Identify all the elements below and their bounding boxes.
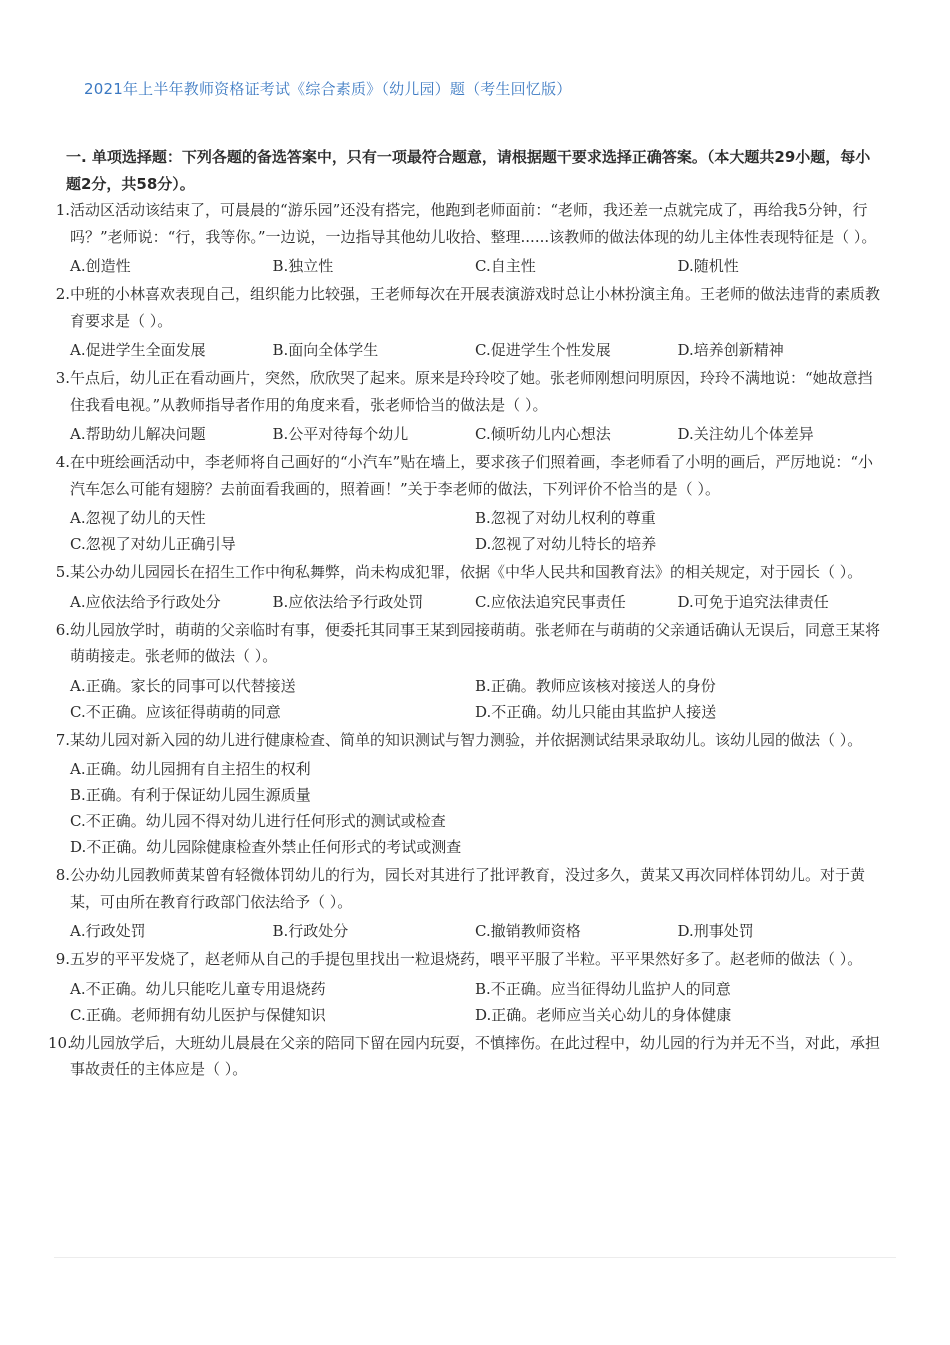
question-number: 1. <box>55 201 70 219</box>
option-a: A.不正确。幼儿只能吃儿童专用退烧药 <box>70 979 326 998</box>
page-title: 2021年上半年教师资格证考试《综合素质》（幼儿园）题（考生回忆版） <box>84 80 572 98</box>
question-number: 4. <box>55 453 70 471</box>
question-5 <box>48 559 880 615</box>
option-a: A.创造性 <box>70 257 131 275</box>
question-1 <box>48 197 880 279</box>
option-c: C.应依法追究民事责任 <box>475 592 626 611</box>
question-2 <box>48 281 880 363</box>
question-number: 5. <box>55 563 70 581</box>
option-d: D.正确。老师应当关心幼儿的身体健康 <box>475 1005 732 1024</box>
option-d: D.刑事处罚 <box>677 922 754 940</box>
question-number: 9. <box>55 950 70 968</box>
option-d: D.不正确。幼儿园除健康检查外禁止任何形式的考试或测查 <box>70 838 462 856</box>
option-group <box>70 253 880 279</box>
option-group <box>70 673 880 725</box>
option-d: D.随机性 <box>677 257 739 275</box>
option-a: A.正确。家长的同事可以代替接送 <box>70 676 296 695</box>
question-stem: 中班的小林喜欢表现自己，组织能力比较强，王老师每次在开展表演游戏时总让小林扮演主角。王老师的做法违背的素质教育要求是（ ）。 <box>70 285 881 330</box>
question-3 <box>48 365 880 447</box>
section-header: 一. 单项选择题：下列各题的备选答案中，只有一项最符合题意，请根据题干要求选择正确答案。（本大题共29小题，每小题2分，共58分）。 <box>66 148 871 193</box>
question-8 <box>48 862 880 944</box>
question-6 <box>48 617 880 725</box>
option-group <box>70 918 880 944</box>
question-number: 3. <box>55 369 70 387</box>
question-stem: 公办幼儿园教师黄某曾有轻微体罚幼儿的行为，园长对其进行了批评教育，没过多久，黄某又再次同样体罚幼儿。对于黄某，可由所在教育行政部门依法给予（ ）。 <box>70 866 866 911</box>
option-a: A.忽视了幼儿的天性 <box>70 509 206 527</box>
question-4 <box>48 449 880 557</box>
option-d: D.忽视了对幼儿特长的培养 <box>475 535 657 553</box>
option-c: C.促进学生个性发展 <box>475 341 611 359</box>
option-group <box>70 756 880 860</box>
option-c: C.忽视了对幼儿正确引导 <box>70 535 236 553</box>
question-stem: 在中班绘画活动中，李老师将自己画好的“小汽车”贴在墙上，要求孩子们照着画，李老师看了小明的画后，严厉地说：“小汽车怎么可能有翅膀？去前面看我画的，照着画！”关于李老师的做法，下列评价不恰当的是（ ）。 <box>70 453 874 498</box>
option-c: C.正确。老师拥有幼儿医护与保健知识 <box>70 1005 326 1024</box>
option-d: D.培养创新精神 <box>677 341 784 359</box>
question-9 <box>48 946 880 1028</box>
option-b: B.行政处分 <box>272 922 349 940</box>
option-b: B.应依法给予行政处罚 <box>272 592 424 611</box>
option-b: B.独立性 <box>272 257 334 275</box>
question-stem: 午点后，幼儿正在看动画片，突然，欣欣哭了起来。原来是玲玲咬了她。张老师刚想问明原因，玲玲不满地说：“她故意挡住我看电视。”从教师指导者作用的角度来看，张老师恰当的做法是（ ）。 <box>70 369 873 414</box>
option-b: B.面向全体学生 <box>272 341 379 359</box>
option-c: C.自主性 <box>475 257 536 275</box>
option-group <box>70 589 880 615</box>
option-a: A.帮助幼儿解决问题 <box>70 425 206 443</box>
option-group <box>70 976 880 1028</box>
question-number: 2. <box>55 285 70 303</box>
option-b: B.正确。教师应该核对接送人的身份 <box>475 676 716 695</box>
question-stem: 幼儿园放学时，萌萌的父亲临时有事，便委托其同事王某到园接萌萌。张老师在与萌萌的父亲通话确认无误后，同意王某将萌萌接走。张老师的做法（ ）。 <box>70 620 881 665</box>
option-b: B.不正确。应当征得幼儿监护人的同意 <box>475 979 731 998</box>
question-stem: 幼儿园放学后，大班幼儿晨晨在父亲的陪同下留在园内玩耍，不慎摔伤。在此过程中，幼儿园的行为并无不当，对此，承担事故责任的主体应是（ ）。 <box>70 1033 881 1078</box>
option-d: D.可免于追究法律责任 <box>677 592 829 611</box>
option-group <box>70 337 880 363</box>
question-10 <box>48 1030 880 1083</box>
page-divider <box>54 1257 896 1258</box>
option-d: D.不正确。幼儿只能由其监护人接送 <box>475 702 717 721</box>
option-b: B.正确。有利于保证幼儿园生源质量 <box>70 786 311 804</box>
question-stem: 某幼儿园对新入园的幼儿进行健康检查、简单的知识测试与智力测验，并依据测试结果录取幼儿。该幼儿园的做法（ ）。 <box>70 730 863 749</box>
question-stem: 某公办幼儿园园长在招生工作中徇私舞弊，尚未构成犯罪，依据《中华人民共和国教育法》的相关规定，对于园长（ ）。 <box>70 563 863 581</box>
question-stem: 五岁的平平发烧了，赵老师从自己的手提包里找出一粒退烧药，喂平平服了半粒。平平果然好多了。赵老师的做法（ ）。 <box>70 950 863 968</box>
option-c: C.倾听幼儿内心想法 <box>475 425 611 443</box>
option-b: B.公平对待每个幼儿 <box>272 425 409 443</box>
option-a: A.正确。幼儿园拥有自主招生的权利 <box>70 760 311 778</box>
option-d: D.关注幼儿个体差异 <box>677 425 814 443</box>
option-a: A.行政处罚 <box>70 922 146 940</box>
option-a: A.应依法给予行政处分 <box>70 592 221 611</box>
question-stem: 活动区活动该结束了，可晨晨的“游乐园”还没有搭完，他跑到老师面前：“老师，我还差一点就完成了，再给我5分钟，行吗？”老师说：“行，我等你。”一边说，一边指导其他幼儿收拾、整理......该教师的做法体现的幼儿主体性表现特征是（ ）。 <box>70 201 877 246</box>
option-c: C.不正确。幼儿园不得对幼儿进行任何形式的测试或检查 <box>70 812 446 830</box>
option-group <box>70 505 880 557</box>
question-number: 7. <box>55 730 70 749</box>
question-number: 10. <box>48 1033 72 1052</box>
option-a: A.促进学生全面发展 <box>70 341 206 359</box>
option-b: B.忽视了对幼儿权利的尊重 <box>475 509 656 527</box>
question-list <box>48 197 880 1085</box>
option-c: C.不正确。应该征得萌萌的同意 <box>70 702 281 721</box>
option-c: C.撤销教师资格 <box>475 922 581 940</box>
question-number: 8. <box>55 866 70 884</box>
question-number: 6. <box>55 620 70 639</box>
option-group <box>70 421 880 447</box>
question-7 <box>48 727 880 861</box>
